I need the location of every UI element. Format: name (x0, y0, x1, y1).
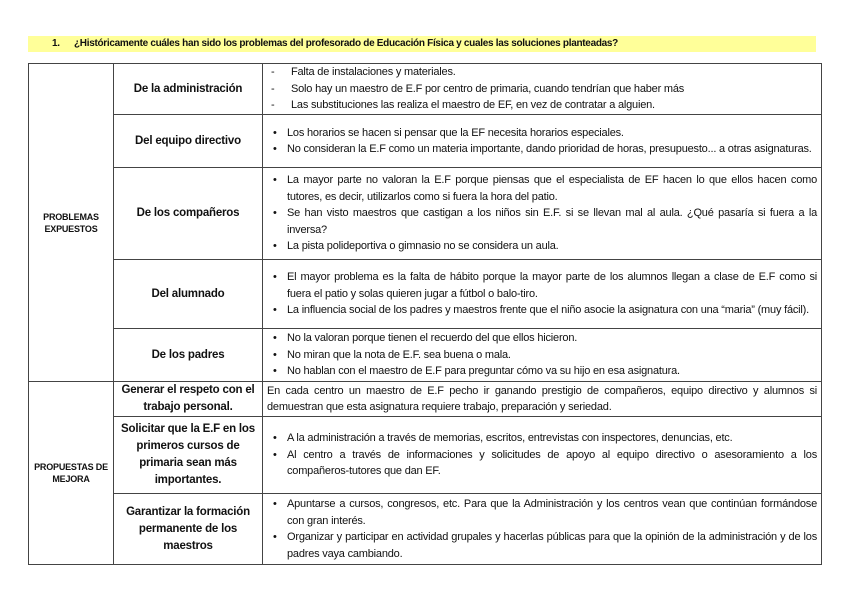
row-label: Del alumnado (114, 260, 263, 329)
list-item: • Apuntarse a cursos, congresos, etc. Para que la Administración y los centros vean que continúan formándose con gran interés. (267, 496, 817, 529)
row-label: De los compañeros (114, 168, 263, 260)
row-content (263, 382, 822, 417)
list-item: • Se han visto maestros que castigan a los niños sin E.F. si se llevan mal al aula. ¿Qué pasaría si fuera a la inversa? (267, 205, 817, 238)
list-item: • No miran que la nota de E.F. sea buena o mala. (267, 347, 817, 364)
section-category: PROPUESTAS DE MEJORA (29, 382, 114, 565)
table-row (29, 168, 822, 260)
list-item: • No la valoran porque tienen el recuerdo del que ellos hicieron. (267, 330, 817, 347)
row-content (263, 115, 822, 168)
table-row (29, 494, 822, 565)
item-list (267, 269, 817, 319)
list-item: • El mayor problema es la falta de hábito porque la mayor parte de los alumnos llegan a clase de E.F como si fuera el patio y solas quieren jugar a fútbol o balo-tiro. (267, 269, 817, 302)
row-label: Generar el respeto con el trabajo personal. (114, 382, 263, 417)
list-item: - Las substituciones las realiza el maestro de EF, en vez de contratar a alguien. (267, 97, 817, 114)
table-row (29, 64, 822, 115)
problems-solutions-table (28, 63, 822, 565)
row-content (263, 64, 822, 115)
list-item: • La pista polideportiva o gimnasio no se considera un aula. (267, 238, 817, 255)
row-label: Garantizar la formación permanente de los maestros (114, 494, 263, 565)
row-label: De la administración (114, 64, 263, 115)
list-item: • Organizar y participar en actividad grupales y hacerlas públicas para que la opinión de la administración y de los padres vaya cambiando. (267, 529, 817, 562)
list-item: - Falta de instalaciones y materiales. (267, 64, 817, 81)
row-content (263, 417, 822, 494)
row-label: Solicitar que la E.F en los primeros cursos de primaria sean más importantes. (114, 417, 263, 494)
section-category: PROBLEMAS EXPUESTOS (29, 64, 114, 382)
list-item: • No hablan con el maestro de E.F para preguntar cómo va su hijo en esa asignatura. (267, 363, 817, 380)
list-item: - Solo hay un maestro de E.F por centro de primaria, cuando tendrían que haber más (267, 81, 817, 98)
list-item: • La influencia social de los padres y maestros frente que el niño asocie la asignatura con una “maria” (muy fácil). (267, 302, 817, 319)
list-item: • La mayor parte no valoran la E.F porque piensas que el especialista de EF hacen lo que ellos hacen como tutores, es decir, utilizarlos como si fuera la hora del patio. (267, 172, 817, 205)
list-item: • Los horarios se hacen si pensar que la EF necesita horarios especiales. (267, 125, 817, 142)
table-row (29, 329, 822, 382)
question-text: ¿Históricamente cuáles han sido los problemas del profesorado de Educación Física y cuales las soluciones planteadas? (74, 38, 618, 49)
item-list (267, 430, 817, 480)
item-list (267, 64, 817, 114)
item-list (267, 125, 817, 158)
row-content (263, 260, 822, 329)
table-row (29, 115, 822, 168)
content-text: En cada centro un maestro de E.F pecho ir ganando prestigio de compañeros, equipo directivo y alumnos si demuestran que esta asignatura requiere trabajo, preparación y seriedad. (267, 384, 817, 413)
table-row (29, 260, 822, 329)
list-item: • A la administración a través de memorias, escritos, entrevistas con inspectores, denuncias, etc. (267, 430, 817, 447)
table-row (29, 417, 822, 494)
question-number: 1. (52, 38, 60, 49)
list-item: • No consideran la E.F como un materia importante, dando prioridad de horas, presupuesto... a otras asignaturas. (267, 141, 817, 158)
row-content (263, 168, 822, 260)
item-list (267, 172, 817, 255)
item-list (267, 330, 817, 380)
question-heading (28, 36, 816, 52)
table-row (29, 382, 822, 417)
item-list (267, 496, 817, 562)
list-item: • Al centro a través de informaciones y solicitudes de apoyo al equipo directivo o asesoramiento a los compañeros-tutores que dan EF. (267, 447, 817, 480)
row-label: De los padres (114, 329, 263, 382)
row-content (263, 494, 822, 565)
row-content (263, 329, 822, 382)
row-label: Del equipo directivo (114, 115, 263, 168)
